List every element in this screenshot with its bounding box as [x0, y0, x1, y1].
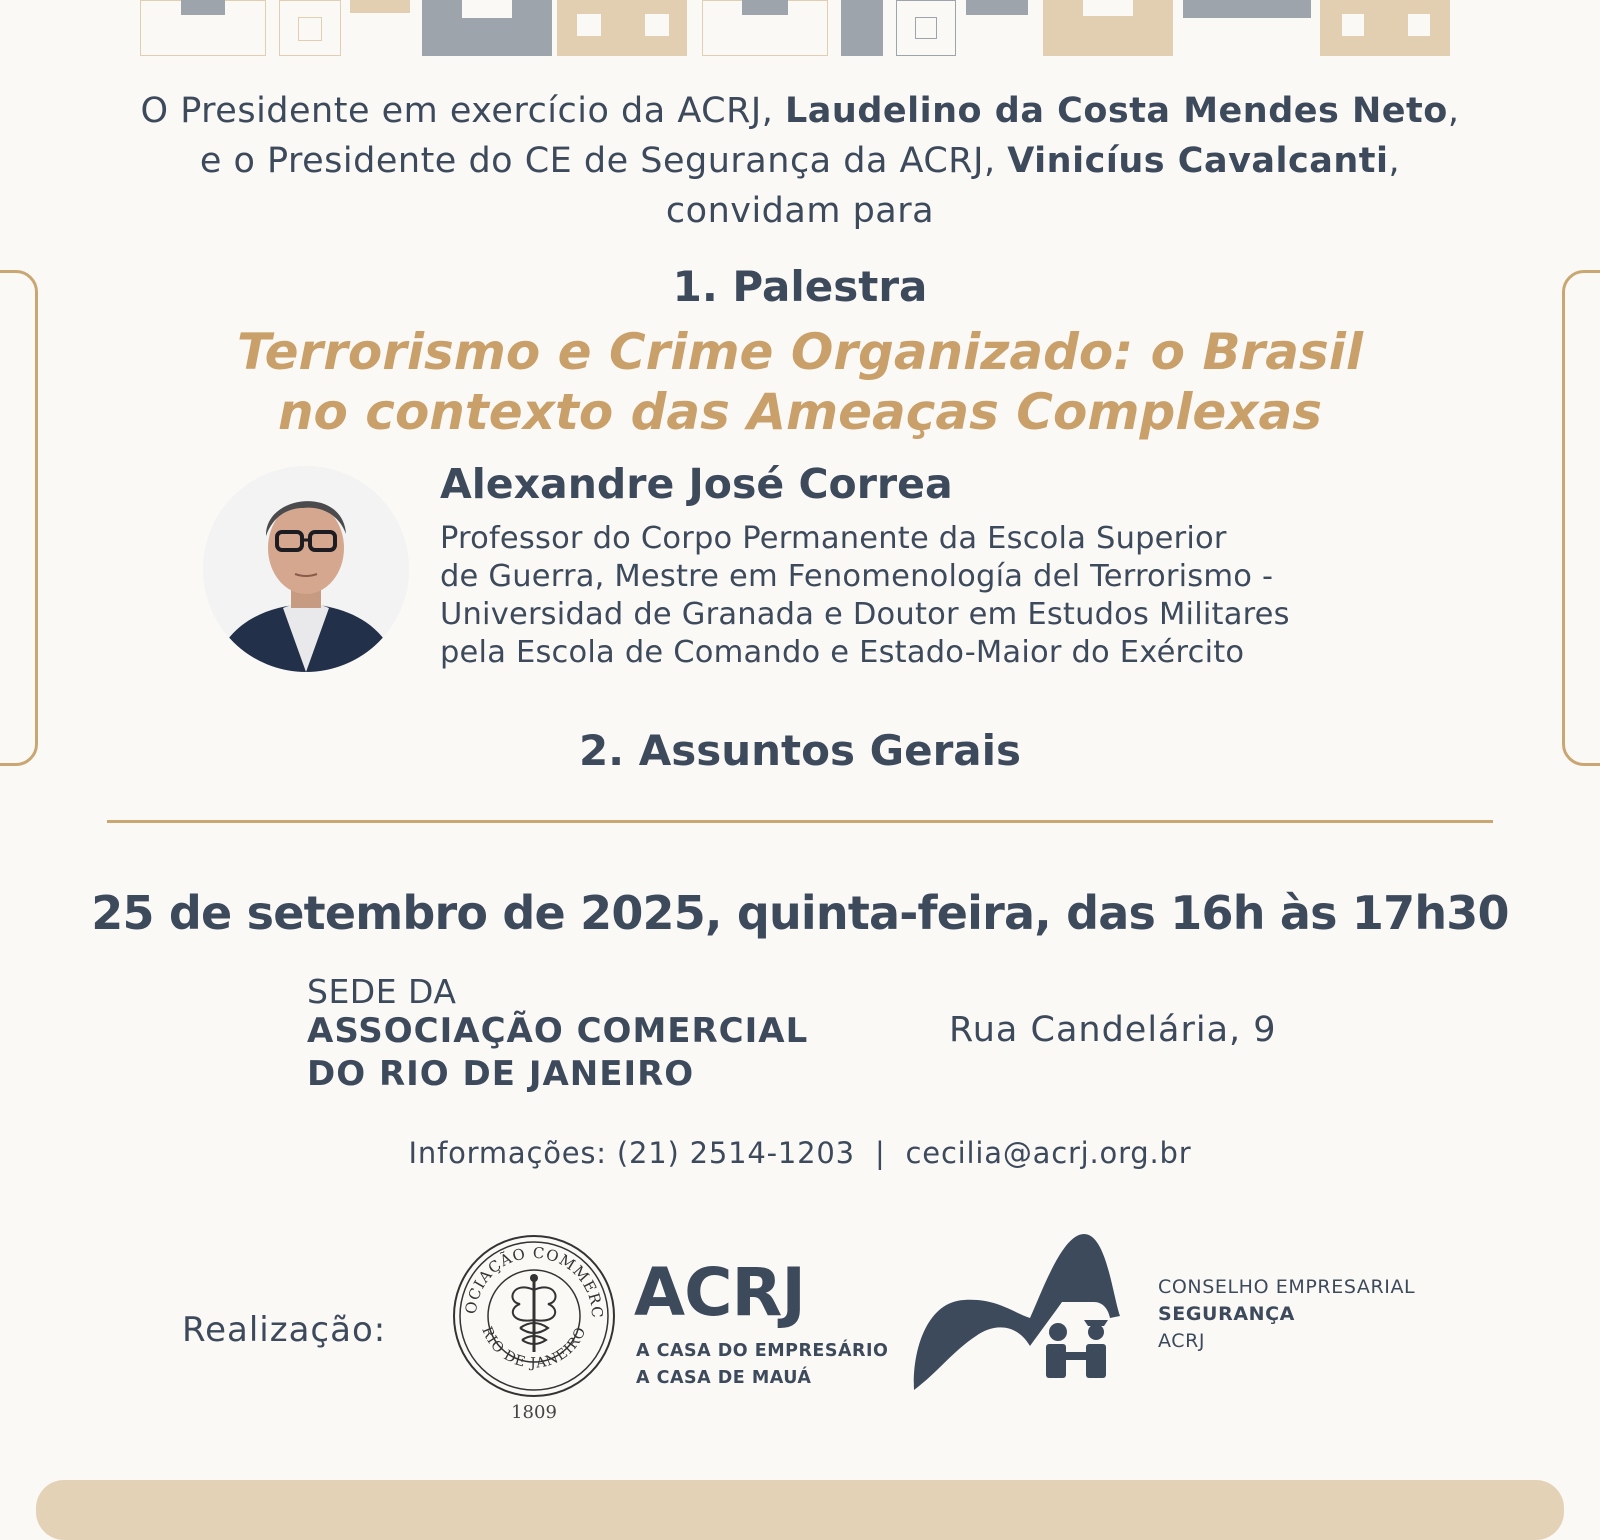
invitation-intro [0, 86, 1600, 236]
pattern-block [557, 0, 687, 56]
pattern-block [966, 0, 1028, 15]
svg-text:ASSOCIAÇÃO COMMERCIAL: OCIAÇÃO COMMERC [461, 1243, 607, 1320]
pattern-block [742, 0, 788, 15]
pattern-block [422, 0, 552, 56]
footer-band [36, 1480, 1564, 1540]
agenda-item-2-heading: 2. Assuntos Gerais [578, 726, 1022, 775]
agenda-item-1-heading: 1. Palestra [672, 262, 928, 311]
venue-label: SEDE DA [307, 972, 457, 1011]
pattern-block [1183, 0, 1311, 18]
intro-line-2: e o Presidente do CE de Segurança da ACRJ, Vinicíus Cavalcanti, [199, 141, 1401, 181]
acrj-tagline: A CASA DO EMPRESÁRIO A CASA DE MAUÁ [636, 1341, 889, 1388]
acrj-logo: ACRJ [634, 1254, 805, 1331]
speaker-photo [203, 466, 409, 672]
speaker-bio-line: de Guerra, Mestre em Fenomenología del Terrorismo - [440, 559, 1274, 594]
lecture-title-line-1: Terrorismo e Crime Organizado: o Brasil [236, 323, 1363, 381]
pattern-block [841, 0, 883, 56]
realizacao-label: Realização: [182, 1310, 387, 1350]
event-datetime: 25 de setembro de 2025, quinta-feira, das 16h às 17h30 [91, 886, 1509, 940]
pattern-block [181, 0, 225, 15]
speaker-bio-line: pela Escola de Comando e Estado-Maior do Exército [440, 635, 1245, 670]
pattern-block [279, 0, 341, 56]
ce-title-line-2: SEGURANÇA [1158, 1303, 1295, 1325]
seal-year: 1809 [511, 1402, 557, 1423]
ce-president-name: Vinicíus Cavalcanti [1007, 141, 1389, 181]
ce-title-line-1: CONSELHO EMPRESARIAL [1158, 1276, 1416, 1298]
president-name: Laudelino da Costa Mendes Neto [785, 91, 1448, 131]
speaker-name: Alexandre José Correa [440, 460, 953, 508]
pattern-block [1320, 0, 1450, 56]
lecture-title [0, 322, 1600, 442]
lecture-title-line-2: no contexto das Ameaças Complexas [277, 383, 1323, 441]
pattern-block [350, 0, 410, 13]
pattern-block [1043, 0, 1173, 56]
divider [107, 820, 1493, 823]
ce-seguranca-logo-icon [912, 1232, 1132, 1392]
intro-line-1: O Presidente em exercício da ACRJ, Laudelino da Costa Mendes Neto, [140, 91, 1460, 131]
speaker-bio-line: Universidad de Granada e Doutor em Estudos Militares [440, 597, 1290, 632]
contact-info: Informações: (21) 2514-1203 | cecilia@acrj.org.br [408, 1136, 1192, 1170]
venue-address: Rua Candelária, 9 [949, 1010, 1277, 1050]
venue-name: ASSOCIAÇÃO COMERCIAL DO RIO DE JANEIRO [307, 1011, 809, 1094]
speaker-bio-line: Professor do Corpo Permanente da Escola Superior [440, 521, 1227, 556]
ce-title-line-3: ACRJ [1158, 1330, 1206, 1352]
pattern-block [896, 0, 956, 56]
intro-line-3: convidam para [665, 191, 935, 231]
speaker-bio [440, 520, 1440, 672]
svg-text:RIO DE JANEIRO: RIO DE JANEIRO [478, 1324, 590, 1372]
acrj-seal-icon [450, 1232, 618, 1400]
